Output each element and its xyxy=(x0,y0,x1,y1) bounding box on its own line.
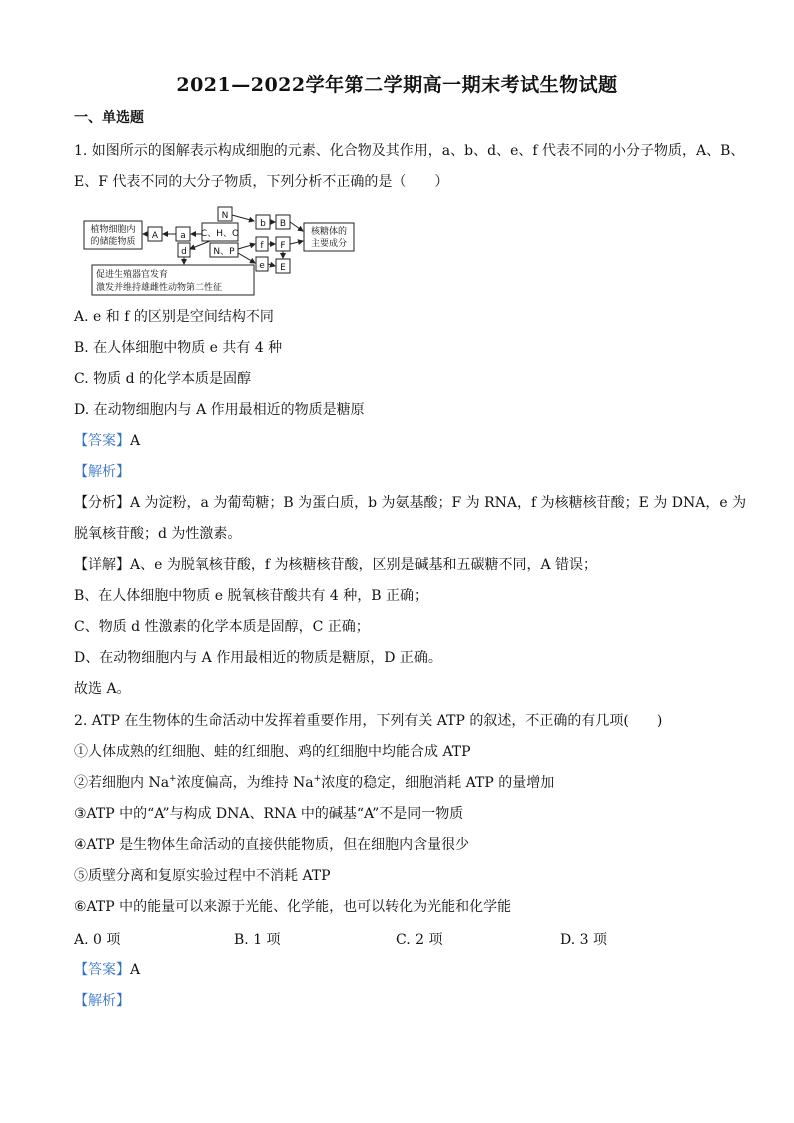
diagram-label-b: b xyxy=(260,219,266,229)
answer-value: A xyxy=(130,962,141,978)
q1-stem-line2: E、F 代表不同的大分子物质，下列分析不正确的是（ ） xyxy=(74,174,449,190)
q2-option-a: A. 0 项 xyxy=(74,932,121,948)
q2-statement-3: ③ATP 中的“A”与构成 DNA、RNA 中的碱基“A”不是同一物质 xyxy=(74,806,464,822)
diagram-hormone-line2: 激发并维持雄雌性动物第二性征 xyxy=(96,283,223,293)
page-title: 2021—2022学年第二学期高一期末考试生物试题 xyxy=(176,74,618,96)
q1-detail-d: D、在动物细胞内与 A 作用最相近的物质是糖原，D 正确。 xyxy=(74,650,442,666)
diagram-label-f: f xyxy=(260,241,264,251)
q1-detail-b: B、在人体细胞中物质 e 脱氧核苷酸共有 4 种，B 正确； xyxy=(74,588,429,604)
q2-option-b: B. 1 项 xyxy=(234,932,281,948)
section-heading: 一、单选题 xyxy=(74,110,144,126)
q1-fenxi-line1 xyxy=(74,493,746,513)
q2-analysis-tag: 【解析】 xyxy=(74,993,130,1009)
diagram-label-chno: C、H、O xyxy=(200,229,240,239)
s2-part-c: 浓度的稳定，细胞消耗 ATP 的量增加 xyxy=(321,775,555,791)
diagram-ribosome-line2: 主要成分 xyxy=(310,239,348,249)
q2-statement-2 xyxy=(74,773,554,793)
diagram-label-B: B xyxy=(279,219,287,229)
q1-diagram xyxy=(82,205,358,297)
q2-statement-5: ⑤质壁分离和复原实验过程中不消耗 ATP xyxy=(74,868,331,884)
q2-stem: 2. ATP 在生物体的生命活动中发挥着重要作用，下列有关 ATP 的叙述，不正确的有几项( ) xyxy=(74,713,663,729)
diagram-label-a: a xyxy=(180,231,186,241)
answer-tag: 【答案】 xyxy=(74,962,130,978)
q1-stem-line1: 1. 如图所示的图解表示构成细胞的元素、化合物及其作用，a、b、d、e、f 代表不同的小分子物质，A、B、 xyxy=(74,143,745,159)
diagram-storage-line1: 植物细胞内 xyxy=(90,225,136,235)
diagram-label-E: E xyxy=(280,263,286,273)
diagram-ribosome-line1: 核糖体的 xyxy=(310,227,348,237)
q1-xiangjie-line1 xyxy=(74,555,597,575)
q1-conclusion: 故选 A。 xyxy=(74,681,131,697)
s2-sup-1: + xyxy=(169,774,177,784)
q1-answer xyxy=(74,431,140,451)
answer-tag: 【答案】 xyxy=(74,433,130,449)
diagram-label-d: d xyxy=(181,247,187,257)
s2-sup-2: + xyxy=(313,774,322,784)
q2-statement-4: ④ATP 是生物体生命活动的直接供能物质，但在细胞内含量很少 xyxy=(74,837,470,853)
fenxi-tag: 【分析】 xyxy=(74,495,130,511)
q1-option-b: B. 在人体细胞中物质 e 共有 4 种 xyxy=(74,340,283,356)
diagram-label-A: A xyxy=(151,231,159,241)
fenxi-text: A 为淀粉，a 为葡萄糖；B 为蛋白质，b 为氨基酸；F 为 RNA，f 为核糖核苷酸；E 为 DNA，e 为 xyxy=(130,495,747,511)
diagram-label-N: N xyxy=(221,211,229,221)
diagram-hormone-line1: 促进生殖器官发育 xyxy=(96,270,169,280)
diagram-storage-line2: 的储能物质 xyxy=(90,237,136,247)
diagram-label-NP: N、P xyxy=(213,247,235,257)
q2-option-c: C. 2 项 xyxy=(396,932,443,948)
q1-detail-c: C、物质 d 性激素的化学本质是固醇，C 正确； xyxy=(74,619,370,635)
q1-fenxi-line2: 脱氧核苷酸；d 为性激素。 xyxy=(74,526,242,542)
q2-statement-6: ⑥ATP 中的能量可以来源于光能、化学能，也可以转化为光能和化学能 xyxy=(74,899,512,915)
q2-statement-1: ①人体成熟的红细胞、蛙的红细胞、鸡的红细胞中均能合成 ATP xyxy=(74,744,471,760)
s2-part-a: ②若细胞内 Na xyxy=(74,775,170,791)
xiangjie-text: A、e 为脱氧核苷酸，f 为核糖核苷酸，区别是碱基和五碳糖不同，A 错误； xyxy=(130,557,598,573)
q1-option-a: A. e 和 f 的区别是空间结构不同 xyxy=(74,309,274,325)
answer-value: A xyxy=(130,433,141,449)
q2-answer xyxy=(74,960,140,980)
q2-option-d: D. 3 项 xyxy=(560,932,607,948)
diagram-label-F: F xyxy=(280,241,286,251)
q1-option-c: C. 物质 d 的化学本质是固醇 xyxy=(74,371,251,387)
q1-analysis-tag: 【解析】 xyxy=(74,464,130,480)
diagram-label-e: e xyxy=(259,261,265,271)
xiangjie-tag: 【详解】 xyxy=(74,557,130,573)
q1-option-d: D. 在动物细胞内与 A 作用最相近的物质是糖原 xyxy=(74,402,365,418)
s2-part-b: 浓度偏高，为维持 Na xyxy=(176,775,314,791)
